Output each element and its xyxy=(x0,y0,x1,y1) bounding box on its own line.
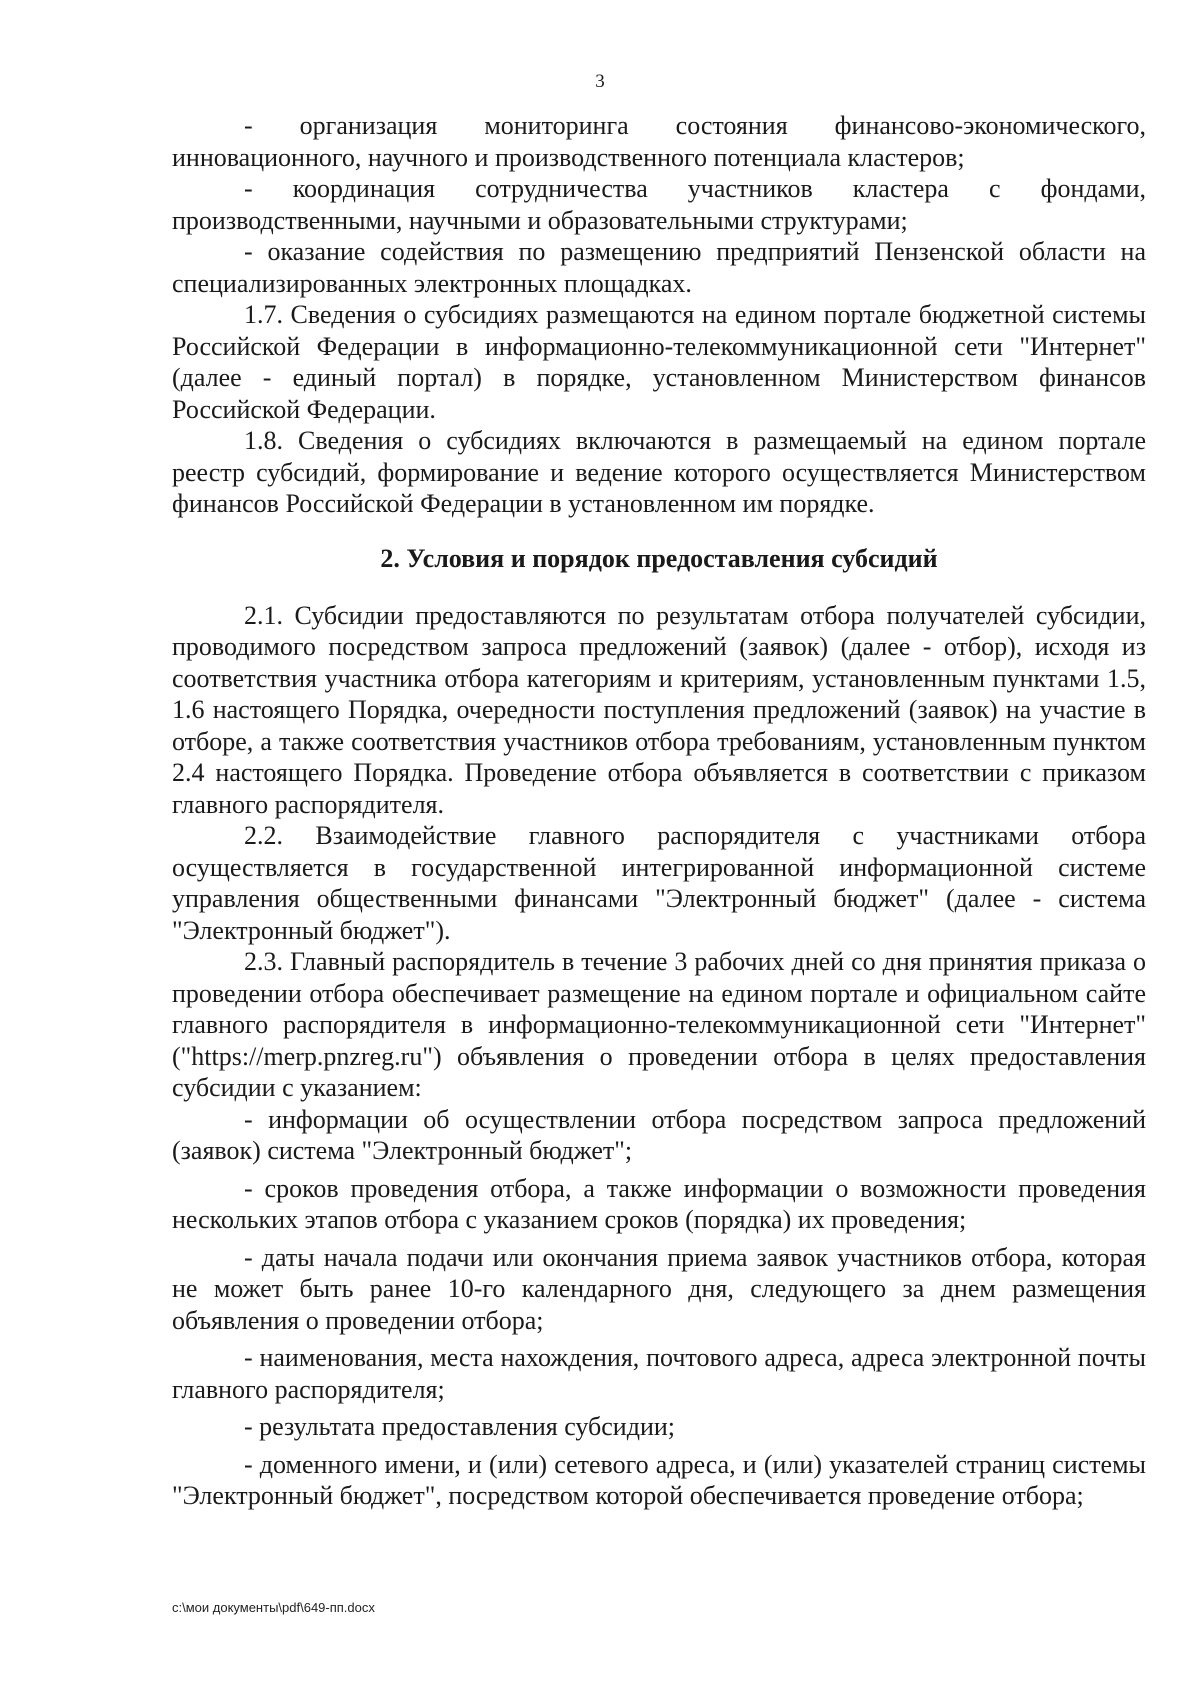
paragraph-1-8: 1.8. Сведения о субсидиях включаются в размещаемый на едином портале реестр субсидий, формирование и ведение которого осуществляется Министерством финансов Российской Федерации в установленном им порядке. xyxy=(172,426,1146,518)
paragraph-1-7: 1.7. Сведения о субсидиях размещаются на едином портале бюджетной системы Российской Федерации в информационно-телекоммуникационной сети "Интернет" (далее - единый портал) в порядке, установленном Министерством финансов Российской Федерации. xyxy=(172,300,1146,424)
list-item-name-address: - наименования, места нахождения, почтового адреса, адреса электронной почты главного распорядителя; xyxy=(172,1343,1146,1404)
paragraph-assistance: - оказание содействия по размещению предприятий Пензенской области на специализированных электронных площадках. xyxy=(172,237,1146,298)
section-heading: 2. Условия и порядок предоставления субсидий xyxy=(380,543,938,573)
page-number: 3 xyxy=(595,71,605,92)
list-item-info-selection: - информации об осуществлении отбора посредством запроса предложений (заявок) система "Электронный бюджет"; xyxy=(172,1104,1146,1165)
list-item-terms: - сроков проведения отбора, а также информации о возможности проведения нескольких этапов отбора с указанием сроков (порядка) их проведения; xyxy=(172,1173,1146,1234)
list-item-dates: - даты начала подачи или окончания приема заявок участников отбора, которая не может быть ранее 10-го календарного дня, следующего за днем размещения объявления о проведении отбора; xyxy=(172,1242,1146,1335)
paragraph-2-3: 2.3. Главный распорядитель в течение 3 рабочих дней со дня принятия приказа о проведении отбора обеспечивает размещение на едином портале и официальном сайте главного распорядителя в информационно-телекоммуникационной сети "Интернет" ("https://merp.pnzreg.ru") объявления о проведении отбора в целях предоставления субсидии с указанием: xyxy=(172,947,1146,1102)
document-body xyxy=(172,110,1146,1512)
paragraph-monitoring: - организация мониторинга состояния финансово-экономического, инновационного, научного и производственного потенциала кластеров; xyxy=(172,111,1146,172)
paragraph-2-1: 2.1. Субсидии предоставляются по результатам отбора получателей субсидии, проводимого посредством запроса предложений (заявок) (далее - отбор), исходя из соответствия участника отбора категориям и критериям, установленным пунктами 1.5, 1.6 настоящего Порядка, очередности поступления предложений (заявок) на участие в отборе, а также соответствия участников отбора требованиям, установленным пунктом 2.4 настоящего Порядка. Проведение отбора объявляется в соответствии с приказом главного распорядителя. xyxy=(172,600,1146,819)
paragraph-2-2: 2.2. Взаимодействие главного распорядителя с участниками отбора осуществляется в государственной интегрированной информационной системе управления общественными финансами "Электронный бюджет" (далее - система "Электронный бюджет"). xyxy=(172,821,1146,945)
list-item-result: - результата предоставления субсидии; xyxy=(244,1412,676,1441)
list-item-domain: - доменного имени, и (или) сетевого адреса, и (или) указателей страниц системы "Электронный бюджет", посредством которой обеспечивается проведение отбора; xyxy=(172,1449,1146,1510)
footer-file-path: c:\мои документы\pdf\649-пп.docx xyxy=(172,1600,375,1615)
paragraph-coordination: - координация сотрудничества участников кластера с фондами, производственными, научными и образовательными структурами; xyxy=(172,174,1146,235)
